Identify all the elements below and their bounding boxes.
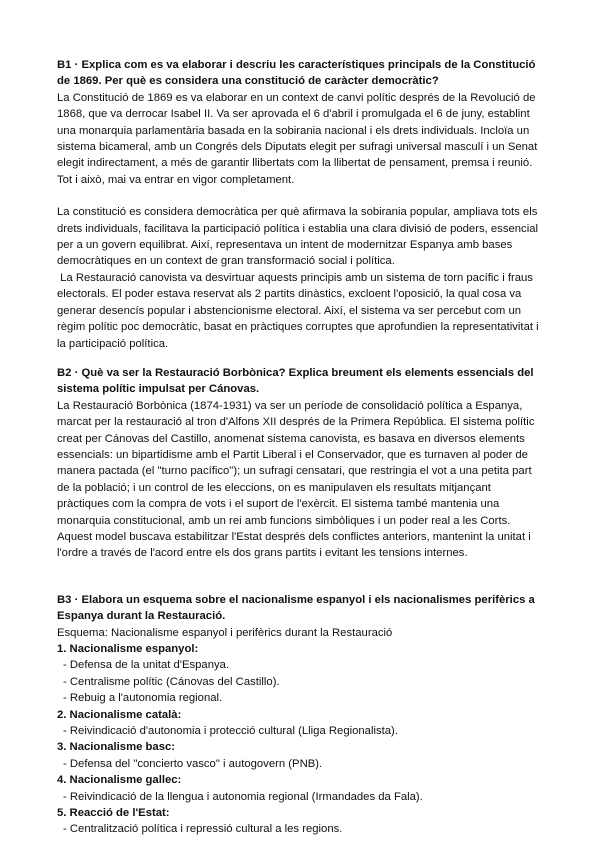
scheme-item-title: 4. Nacionalisme gallec: xyxy=(57,774,182,787)
scheme-bullet: - Defensa del "concierto vasco" i autogovern (PNB). xyxy=(63,757,323,770)
scheme-item-title: 5. Reacció de l'Estat: xyxy=(57,807,170,820)
document-page xyxy=(57,57,543,838)
question-b3: B3 · Elabora un esquema sobre el nacionalisme espanyol i els nacionalismes perifèrics a Espanya durant la Restauració. xyxy=(57,593,535,623)
answer-b2-paragraph: La Restauració Borbònica (1874-1931) va ser un període de consolidació política a Espanya, marcat per la restauració al tron d'Alfons XII després de la Primera República. El sistema polític creat per Cánovas del Castillo, anomenat sistema canovista, es basava en diversos elements essencials: un bipartidisme amb el Partit Liberal i el Conservador, que es turnaven al poder de manera pactada (el "turno pacífico"); un sufragi censatari, que restringia el vot a una petita part de la població; i un control de les eleccions, on es manipulaven els resultats mitjançant pràctiques com la compra de vots i el suport de l'exèrcit. El sistema també mantenia una monarquia constitucional, amb un rei amb funcions simbòliques i un poder real a les Corts. Aquest model buscava estabilitzar l'Estat després dels conflictes anteriors, mantenint la unitat i l'ordre a través de l'acord entre els dos grans partits i evitant les tensions internes. xyxy=(57,399,535,560)
scheme-item-4 xyxy=(57,772,543,805)
question-b1: B1 · Explica com es va elaborar i descriu les característiques principals de la Constitució de 1869. Per què es considera una constitució de caràcter democràtic? xyxy=(57,59,536,88)
scheme-item-5 xyxy=(57,805,543,838)
scheme-item-title: 1. Nacionalisme espanyol: xyxy=(57,643,199,655)
scheme-item-title: 2. Nacionalisme català: xyxy=(57,708,182,721)
scheme-item-3 xyxy=(57,739,543,772)
scheme-item-1 xyxy=(57,641,543,707)
scheme-bullet: - Reivindicació d'autonomia i protecció cultural (Lliga Regionalista). xyxy=(63,725,398,738)
scheme-bullet: - Defensa de la unitat d'Espanya. xyxy=(63,659,230,672)
scheme-bullet: - Rebuig a l'autonomia regional. xyxy=(63,692,223,705)
answer-b1-paragraph-3: La Restauració canovista va desvirtuar aquests principis amb un sistema de torn pacífic i fraus electorals. El poder estava reservat als 2 partits dinàstics, excloent l'oposició, la qual cosa va generar desencís popular i abstencionisme electoral. Així, el sistema va ser percebut com un règim polític poc democràtic, basat en pràctiques corruptes que aprofundien la representativitat i la participació política. xyxy=(57,271,542,350)
scheme-intro: Esquema: Nacionalisme espanyol i perifèrics durant la Restauració xyxy=(57,626,393,639)
answer-b1-paragraph-2: La constitució es considera democràtica per què afirmava la sobirania popular, ampliava tots els drets individuals, facilitava la participació política i establia una clara divisió de poders, essencial per a un govern equilibrat. Així, representava un intent de modernitzar Espanya amb bases democràtiques en un context de gran transformació social i política. xyxy=(57,206,539,268)
scheme-bullet: - Centralització política i repressió cultural a les regions. xyxy=(63,823,343,836)
scheme-bullet: - Reivindicació de la llengua i autonomia regional (Irmandades da Fala). xyxy=(63,790,423,803)
scheme-bullet: - Centralisme polític (Cánovas del Castillo). xyxy=(63,675,280,688)
answer-b1-paragraph-1: La Constitució de 1869 es va elaborar en un context de canvi polític després de la Revolució de 1868, que va derrocar Isabel II. Va ser aprovada el 6 d'abril i promulgada el 6 de juny, establint una monarquia parlamentària basada en la sobirania nacional i els drets individuals. Incloïa un sistema bicameral, amb un Congrés dels Diputats elegit per sufragi universal masculí i un Senat elegit indirectament, a més de garantir llibertats com la llibertat de pensament, premsa i reunió. Tot i això, mai va entrar en vigor completament. xyxy=(57,91,538,186)
scheme-item-title: 3. Nacionalisme basc: xyxy=(57,741,176,754)
question-b2: B2 · Què va ser la Restauració Borbònica? Explica breument els elements essencials del sistema polític impulsat per Cánovas. xyxy=(57,366,534,396)
scheme-item-2 xyxy=(57,707,543,740)
